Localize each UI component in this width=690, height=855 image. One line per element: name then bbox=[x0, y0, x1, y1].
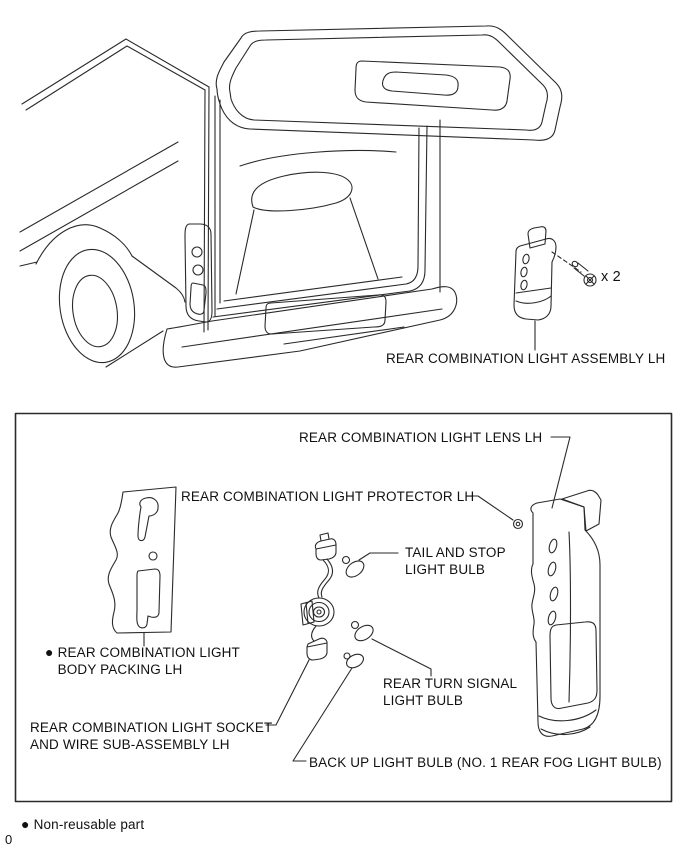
body-packing-drawing bbox=[108, 487, 176, 646]
tail-stop-label-line1: TAIL AND STOP bbox=[405, 545, 506, 560]
tailgate-open bbox=[216, 26, 562, 140]
turn-signal-bulb-icon bbox=[352, 622, 376, 644]
packing-label-line2: BODY PACKING LH bbox=[57, 662, 183, 677]
turn-signal-label bbox=[383, 675, 517, 709]
lens-label: REAR COMBINATION LIGHT LENS LH bbox=[299, 430, 543, 445]
assembly-part-drawing bbox=[514, 227, 556, 320]
packing-label-line1: REAR COMBINATION LIGHT bbox=[57, 645, 240, 660]
non-reusable-dot-icon: ● bbox=[21, 816, 30, 832]
page-footer-mark: 0 bbox=[5, 832, 13, 847]
tail-stop-label bbox=[405, 544, 506, 578]
socket-wire-label bbox=[30, 719, 272, 753]
protector-grommet-icon bbox=[514, 520, 523, 529]
tail-stop-bulb-icon bbox=[343, 557, 367, 581]
van-illustration bbox=[20, 26, 562, 368]
non-reusable-legend-text: Non-reusable part bbox=[33, 817, 145, 832]
tail-stop-label-line2: LIGHT BULB bbox=[405, 562, 486, 577]
backup-bulb-icon bbox=[344, 651, 366, 670]
packing-label bbox=[45, 644, 240, 678]
non-reusable-dot-icon: ● bbox=[45, 644, 54, 660]
lens-drawing bbox=[531, 490, 601, 736]
turn-signal-label-line2: LIGHT BULB bbox=[383, 693, 464, 708]
socket-wire-drawing bbox=[301, 533, 336, 660]
non-reusable-legend bbox=[21, 816, 144, 833]
socket-wire-label-line2: AND WIRE SUB-ASSEMBLY LH bbox=[30, 737, 230, 752]
screw-quantity-label: x 2 bbox=[601, 269, 621, 285]
socket-wire-label-line1: REAR COMBINATION LIGHT SOCKET bbox=[30, 720, 273, 735]
assembly-label: REAR COMBINATION LIGHT ASSEMBLY LH bbox=[386, 351, 666, 366]
backup-bulb-label: BACK UP LIGHT BULB (NO. 1 REAR FOG LIGHT BULB) bbox=[309, 755, 662, 770]
leader-lines bbox=[266, 437, 570, 761]
turn-signal-label-line1: REAR TURN SIGNAL bbox=[383, 676, 518, 691]
rear-wheel bbox=[36, 225, 185, 368]
protector-label: REAR COMBINATION LIGHT PROTECTOR LH bbox=[181, 489, 475, 504]
screw-icon bbox=[552, 252, 596, 286]
